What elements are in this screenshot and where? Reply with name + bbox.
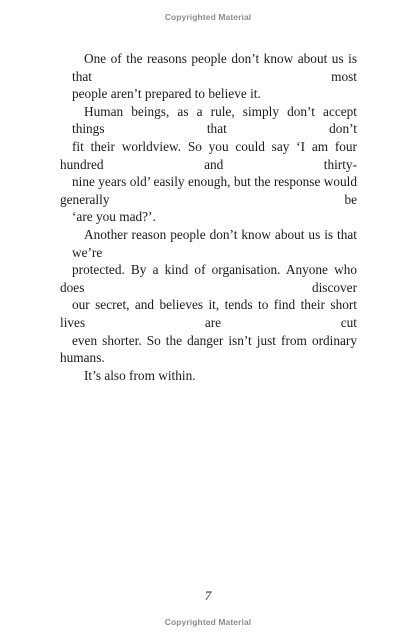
- page-number: 7: [204, 588, 212, 603]
- text-line: people aren’t prepared to believe it.: [72, 86, 261, 102]
- text-line: protected. By a kind of organisation. Anyone who does discover: [60, 262, 357, 295]
- paragraph-2: [60, 103, 357, 226]
- copyright-watermark-top: Copyrighted Material: [164, 12, 252, 22]
- text-line: Another reason people don’t know about us is that we’re: [72, 226, 357, 260]
- text-line: fit their worldview. So you could say ‘I am four hundred and thirty-: [60, 138, 357, 172]
- text-line: even shorter. So the danger isn’t just from ordinary humans.: [60, 332, 357, 366]
- text-line: nine years old’ easily enough, but the response would generally be: [60, 174, 357, 207]
- copyright-watermark-bottom: Copyrighted Material: [164, 617, 252, 627]
- body-text: [60, 50, 357, 384]
- paragraph-1: [60, 50, 357, 103]
- text-line: It’s also from within.: [84, 367, 196, 383]
- text-line: One of the reasons people don’t know about us is that most: [72, 51, 357, 84]
- paragraph-3: [60, 226, 357, 367]
- text-line: Human beings, as a rule, simply don’t accept things that don’t: [72, 103, 357, 137]
- text-line: ‘are you mad?’.: [72, 209, 156, 225]
- paragraph-4: [60, 367, 357, 385]
- text-line: our secret, and believes it, tends to find their short lives are cut: [60, 297, 357, 330]
